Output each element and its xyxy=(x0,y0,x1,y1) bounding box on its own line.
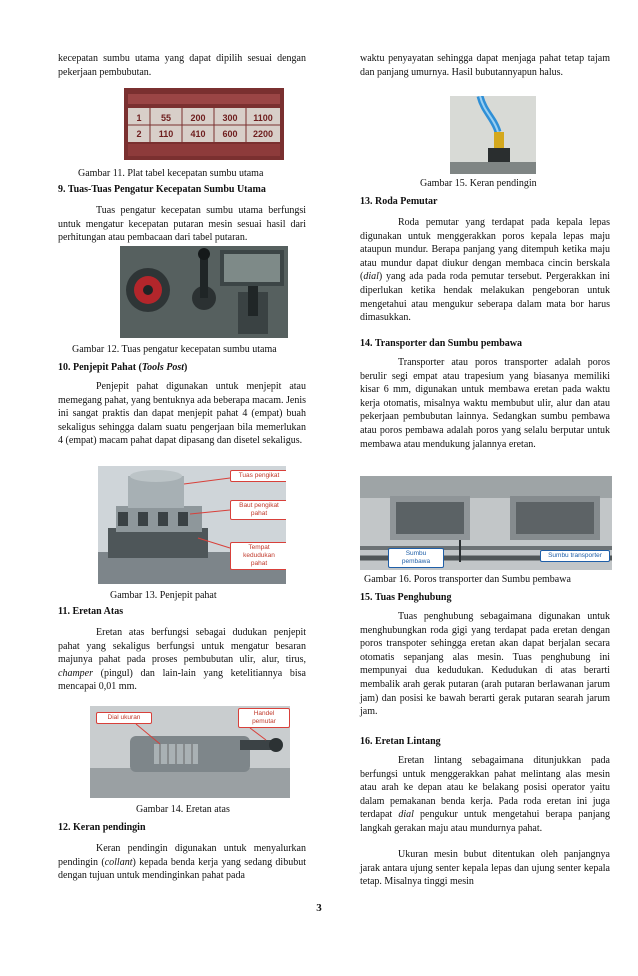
figure-16-caption: Gambar 16. Poros transporter dan Sumbu pembawa xyxy=(364,574,571,585)
section-16-text-a: Eretan lintang sebagaimana ditunjukkan pada berfungsi untuk menggerakkan pahat melintang alas mesin atau arah ke depan atau ke belakang posisi operator yaitu dalam pemakanan benda kerja. Pada roda eretan ini juga terdapat xyxy=(360,755,610,821)
section-9-paragraph: Tuas pengatur kecepatan sumbu utama berfungsi untuk mengatur kecepatan putaran mesin sesuai hasil dari perhitungan atau pembacaan dari tabel putaran. xyxy=(58,205,306,244)
figure-11-caption: Gambar 11. Plat tabel kecepatan sumbu utama xyxy=(78,168,264,179)
tool-post-label-bolt: Baut pengikat pahat xyxy=(230,500,286,520)
section-12-text-emphasis: collant xyxy=(104,856,133,868)
speed-table-row xyxy=(128,126,280,142)
speed-cell: 1100 xyxy=(253,113,273,123)
speed-cell: 2 xyxy=(136,129,142,139)
section-13-title: 13. Roda Pemutar xyxy=(360,196,438,207)
speed-table-plate-image xyxy=(124,88,284,160)
speed-cell: 300 xyxy=(222,113,238,123)
lead-screw-image xyxy=(360,476,612,570)
tool-post-label-seat: Tempat kedudukan pahat xyxy=(230,542,286,570)
compound-rest-label-dial: Dial ukuran xyxy=(96,712,152,724)
section-11-text-a: Eretan atas berfungsi sebagai dudukan penjepit pahat yang sekaligus berfungsi untuk mengatur besaran majunya pahat pada proses pembubutan ulir, alur, tirus, xyxy=(58,627,306,666)
section-14-paragraph: Transporter atau poros transporter adalah poros berulir segi empat atau trapesium yang biasanya memiliki kisar 6 mm, digunakan untuk membawa eretan pada waktu kerja otomatis, misalnya waktu membubut ulir, alur dan atau pekerjaan pembubutan lainnya. Sedangkan sumbu pembawa atau poros pembawa adalah poros yang selalu berputar untuk membawa atau mendukung jalannya eretan. xyxy=(360,357,610,450)
section-16-title: 16. Eretan Lintang xyxy=(360,736,441,747)
page-number: 3 xyxy=(316,902,322,914)
section-12-title: 12. Keran pendingin xyxy=(58,822,146,833)
figure-12-caption: Gambar 12. Tuas pengatur kecepatan sumbu utama xyxy=(72,344,277,355)
speed-cell: 2200 xyxy=(252,129,274,139)
right-intro-paragraph: waktu penyayatan sehingga dapat menjaga pahat tetap tajam dan panjang umurnya. Hasil bubutannyapun halus. xyxy=(360,53,610,78)
section-12-text-a: Keran pendingin digunakan untuk menyalurkan pendingin ( xyxy=(58,843,306,868)
speed-levers-image xyxy=(120,246,288,338)
section-10-title-suffix: ) xyxy=(184,362,188,373)
speed-cell: 410 xyxy=(190,129,206,139)
section-13-text-emphasis: dial xyxy=(363,271,379,283)
section-12-paragraph xyxy=(58,842,306,883)
section-11-text-emphasis: champer xyxy=(58,667,93,679)
lead-screw-label-feed-shaft: Sumbu pembawa xyxy=(388,548,444,568)
speed-levers-graphic xyxy=(120,246,288,338)
lead-screw-label-transporter: Sumbu transporter xyxy=(540,550,610,562)
section-15-title: 15. Tuas Penghubung xyxy=(360,592,452,603)
figure-15-caption: Gambar 15. Keran pendingin xyxy=(420,178,537,189)
tool-post-label-lever: Tuas pengikat xyxy=(230,470,286,482)
left-intro-paragraph: kecepatan sumbu utama yang dapat dipilih sesuai dengan pekerjaan pembubutan. xyxy=(58,53,306,78)
section-11-paragraph xyxy=(58,626,306,694)
speed-cell: 200 xyxy=(190,113,206,123)
compound-rest-image xyxy=(90,706,290,798)
section-10-title-prefix: 10. Penjepit Pahat ( xyxy=(58,362,142,373)
section-16-paragraph xyxy=(360,754,610,836)
speed-table-row xyxy=(128,110,280,126)
figure-13-caption: Gambar 13. Penjepit pahat xyxy=(110,590,217,601)
section-13-text-b: ) yang ada pada roda pemutar tersebut. Pergerakkan ini diperlukan ketika hendak melakukan pengeboran untuk mengetahui atau mengukur seberapa dalam mata bor harus dimasukkan. xyxy=(360,271,610,324)
speed-cell: 600 xyxy=(222,129,238,139)
section-9-title: 9. Tuas-Tuas Pengatur Kecepatan Sumbu Utama xyxy=(58,184,266,195)
section-15-paragraph: Tuas penghubung sebagaimana digunakan untuk menghubungkan roda gigi yang terdapat pada eretan dengan poros transpoter sehingga eretan akan dapat berjalan secara otomatis sepanjang alas mesin. Tuas penghubung ini mempunyai dua kedudukan. Kedudukan di atas berarti membalik arah gerak putaran (arah putaran berlawanan jarum jam) dan posisi ke bawah berarti gerak putaran searah jarum jam. xyxy=(360,611,610,718)
section-13-text-a: Roda pemutar yang terdapat pada kepala lepas digunakan untuk menggerakkan poros kepala lepas maju ataupun mundur. Berapa panjang yang ditempuh ketika maju atau mundur dapat diukur dengan membaca cincin berskala ( xyxy=(360,217,610,283)
section-14-title: 14. Transporter dan Sumbu pembawa xyxy=(360,338,522,349)
section-12-text-b: ) kepada benda kerja yang sedang dibubut dengan tujuan untuk mendinginkan pahat pada xyxy=(58,856,306,882)
section-10-title xyxy=(58,362,187,373)
section-13-paragraph xyxy=(360,216,610,325)
coolant-tap-graphic xyxy=(450,96,536,174)
coolant-tap-image xyxy=(450,96,536,174)
section-10-title-emphasis: Tools Post xyxy=(141,362,185,373)
speed-cell: 1 xyxy=(136,113,142,123)
section-16-text-emphasis: dial xyxy=(398,809,414,821)
section-16-text-b: pengukur untuk mengetahui berapa panjang langkah gerakan maju atau mundurnya pahat. xyxy=(360,809,611,834)
section-10-paragraph: Penjepit pahat digunakan untuk menjepit atau memegang pahat, yang bentuknya ada beberapa macam. Jenis ini sangat praktis dan dapat menjepit pahat 4 (empat) buah sekaligus sehingga dalam suatu pengerjaan bila memerlukan 4 (empat) macam pahat dapat dipasang dan disetel sekaligus. xyxy=(58,381,306,447)
speed-cell: 55 xyxy=(160,113,171,123)
section-11-text-b: (pingul) dan lain-lain yang ketelitiannya bisa mencapai 0,01 mm. xyxy=(58,667,306,693)
tool-post-image xyxy=(98,466,286,584)
speed-table-values xyxy=(128,110,280,142)
figure-14-caption: Gambar 14. Eretan atas xyxy=(136,804,230,815)
section-11-title: 11. Eretan Atas xyxy=(58,606,124,617)
section-16-paragraph-2: Ukuran mesin bubut ditentukan oleh panjangnya jarak antara ujung senter kepala lepas dan ujung senter kepala tetap. Misalnya tinggi mesin xyxy=(360,849,610,888)
compound-rest-label-handle: Handel pemutar xyxy=(238,708,290,728)
speed-cell: 110 xyxy=(158,129,174,139)
